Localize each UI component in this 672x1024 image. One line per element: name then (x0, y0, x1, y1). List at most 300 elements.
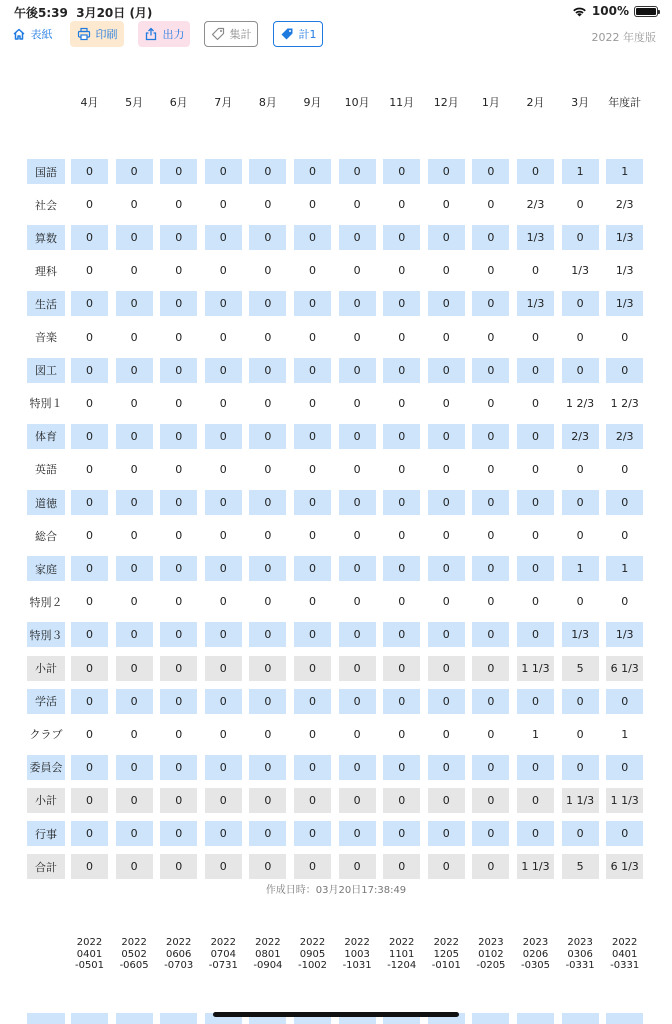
table-cell[interactable]: 0 (339, 854, 376, 879)
table-cell[interactable]: 0 (264, 595, 272, 609)
table-cell[interactable]: 0 (71, 291, 108, 316)
table-cell[interactable]: 0 (71, 225, 108, 250)
table-cell[interactable]: 0 (442, 264, 450, 278)
table-cell[interactable]: 0 (219, 264, 227, 278)
table-cell[interactable]: 0 (175, 462, 183, 476)
table-cell[interactable]: 0 (160, 689, 197, 714)
table-cell[interactable]: 0 (205, 689, 242, 714)
table-cell[interactable]: 0 (339, 159, 376, 184)
table-cell[interactable]: 0 (160, 788, 197, 813)
row-label: 委員会 (27, 755, 65, 780)
table-cell[interactable]: 0 (309, 330, 316, 344)
table-cell[interactable]: 0 (264, 264, 272, 278)
table-cell[interactable]: 0 (562, 821, 599, 846)
table-cell[interactable]: 0 (472, 291, 509, 316)
table-cell[interactable]: 0 (398, 330, 406, 344)
table-cell[interactable]: 0 (86, 198, 93, 212)
table-cell[interactable]: 0 (175, 595, 183, 609)
table-cell[interactable]: 0 (621, 595, 629, 609)
table-cell[interactable]: 0 (472, 556, 509, 581)
table-cell[interactable]: 0 (130, 198, 138, 212)
table-cell[interactable]: 0 (175, 264, 183, 278)
table-cell[interactable]: 0 (219, 727, 227, 741)
table-cell[interactable]: 0 (428, 490, 465, 515)
table-cell[interactable]: 0 (576, 330, 584, 344)
table-cell[interactable]: 0 (487, 330, 495, 344)
table-cell[interactable]: 0 (339, 821, 376, 846)
table-cell[interactable]: 0 (249, 556, 286, 581)
table-cell[interactable]: 0 (487, 727, 495, 741)
table-cell[interactable]: 0 (86, 462, 93, 476)
table-cell[interactable]: 0 (606, 490, 643, 515)
table-cell[interactable]: 0 (264, 727, 272, 741)
table-cell[interactable]: 0 (175, 198, 183, 212)
table-cell[interactable]: 0 (294, 821, 331, 846)
table-cell[interactable]: 0 (130, 529, 138, 543)
table-cell[interactable]: 0 (428, 159, 465, 184)
table-cell[interactable]: 0 (532, 529, 539, 543)
table-cell[interactable]: 0 (160, 358, 197, 383)
table-cell[interactable]: 0 (339, 656, 376, 681)
table-cell[interactable]: 0 (205, 490, 242, 515)
table-cell[interactable]: 0 (532, 595, 539, 609)
table-cell[interactable]: 1 (562, 556, 599, 581)
table-cell[interactable]: 5 (562, 854, 599, 879)
table-cell[interactable]: 0 (264, 529, 272, 543)
table-cell[interactable]: 0 (353, 396, 361, 410)
table-cell[interactable]: 0 (472, 755, 509, 780)
table-cell[interactable]: 0 (517, 490, 554, 515)
table-cell[interactable]: 0 (116, 424, 153, 449)
table-cell[interactable]: 0 (472, 689, 509, 714)
table-cell[interactable]: 1 (621, 727, 629, 741)
table-cell[interactable]: 0 (160, 854, 197, 879)
table-cell[interactable]: 0 (205, 854, 242, 879)
table-cell[interactable]: 0 (205, 622, 242, 647)
table-cell[interactable]: 0 (160, 225, 197, 250)
table-cell[interactable]: 0 (264, 462, 272, 476)
table-cell[interactable]: 0 (383, 755, 420, 780)
table-cell[interactable]: 0 (294, 358, 331, 383)
table-cell[interactable]: 0 (398, 727, 406, 741)
table-cell[interactable]: 0 (309, 595, 316, 609)
table-cell[interactable]: 0 (532, 462, 539, 476)
table-cell[interactable]: 0 (472, 821, 509, 846)
table-cell[interactable]: 0 (383, 622, 420, 647)
table-cell[interactable]: 0 (249, 225, 286, 250)
table-cell[interactable]: 0 (160, 755, 197, 780)
table-cell[interactable]: 0 (517, 755, 554, 780)
table-cell[interactable]: 0 (86, 330, 93, 344)
row-label: 国語 (27, 159, 65, 184)
table-cell[interactable]: 0 (264, 396, 272, 410)
table-cell[interactable]: 0 (517, 622, 554, 647)
table-cell[interactable]: 0 (116, 854, 153, 879)
table-cell[interactable]: 0 (71, 788, 108, 813)
table-cell[interactable]: 0 (160, 159, 197, 184)
table-cell[interactable]: 0 (606, 755, 643, 780)
table-cell[interactable]: 0 (175, 330, 183, 344)
table-cell[interactable]: 0 (339, 490, 376, 515)
table-cell[interactable]: 0 (487, 396, 495, 410)
table-cell[interactable]: 0 (264, 198, 272, 212)
table-cell[interactable]: 0 (205, 788, 242, 813)
table-cell[interactable]: 0 (309, 529, 316, 543)
table-cell[interactable]: 0 (398, 198, 406, 212)
table-cell[interactable]: 1 (562, 159, 599, 184)
table-cell[interactable]: 0 (353, 330, 361, 344)
home-indicator (213, 1012, 459, 1017)
table-cell[interactable]: 0 (160, 556, 197, 581)
table-cell[interactable]: 0 (116, 225, 153, 250)
table-cell[interactable]: 0 (487, 595, 495, 609)
table-cell[interactable]: 0 (86, 727, 93, 741)
table-cell[interactable]: 0 (160, 622, 197, 647)
table-cell[interactable]: 0 (116, 689, 153, 714)
table-cell[interactable]: 0 (160, 291, 197, 316)
table-cell[interactable]: 0 (294, 788, 331, 813)
table-cell[interactable]: 0 (339, 556, 376, 581)
table-cell[interactable]: 2/3 (606, 424, 643, 449)
table-cell[interactable]: 0 (472, 225, 509, 250)
table-cell[interactable]: 0 (130, 727, 138, 741)
table-cell[interactable]: 0 (353, 264, 361, 278)
table-cell[interactable]: 0 (205, 656, 242, 681)
table-cell[interactable]: 0 (71, 755, 108, 780)
table-cell[interactable]: 0 (606, 689, 643, 714)
table-cell[interactable]: 0 (562, 689, 599, 714)
table-cell[interactable]: 0 (576, 529, 584, 543)
table-cell[interactable]: 1/3 (517, 291, 554, 316)
table-cell[interactable]: 1/3 (606, 225, 643, 250)
table-cell[interactable]: 1/3 (606, 622, 643, 647)
table-cell[interactable]: 0 (205, 755, 242, 780)
table-cell[interactable]: 0 (353, 727, 361, 741)
table-cell[interactable]: 0 (353, 529, 361, 543)
table-cell[interactable]: 1 1/3 (562, 788, 599, 813)
table-cell[interactable]: 1 (532, 727, 539, 741)
table-cell[interactable]: 0 (339, 755, 376, 780)
table-cell[interactable]: 0 (130, 396, 138, 410)
table-cell[interactable]: 0 (383, 291, 420, 316)
table-cell[interactable]: 0 (71, 556, 108, 581)
table-cell[interactable]: 0 (428, 755, 465, 780)
table-cell[interactable]: 0 (116, 788, 153, 813)
table-cell[interactable]: 0 (383, 656, 420, 681)
table-cell[interactable]: 0 (562, 291, 599, 316)
table-cell[interactable]: 0 (383, 424, 420, 449)
table-cell[interactable]: 0 (428, 358, 465, 383)
table-cell[interactable]: 0 (249, 656, 286, 681)
table-cell[interactable]: 0 (175, 727, 183, 741)
table-cell[interactable]: 0 (175, 529, 183, 543)
table-cell[interactable]: 0 (249, 358, 286, 383)
table-cell[interactable]: 0 (383, 556, 420, 581)
table-cell[interactable]: 0 (428, 854, 465, 879)
table-cell[interactable]: 0 (130, 595, 138, 609)
table-cell[interactable]: 0 (71, 622, 108, 647)
table-cell[interactable]: 0 (472, 424, 509, 449)
table-cell[interactable]: 0 (442, 198, 450, 212)
table-cell[interactable]: 0 (532, 264, 539, 278)
table-cell[interactable]: 0 (219, 595, 227, 609)
peek-cell (606, 1013, 643, 1024)
print-button[interactable] (70, 21, 124, 47)
table-cell[interactable]: 0 (487, 462, 495, 476)
table-cell[interactable]: 0 (205, 424, 242, 449)
home-button[interactable] (8, 21, 56, 47)
table-cell[interactable]: 0 (621, 462, 629, 476)
table-cell[interactable]: 0 (116, 358, 153, 383)
column-header: 6月 (169, 96, 188, 109)
share-icon (144, 27, 158, 41)
table-cell[interactable]: 0 (160, 424, 197, 449)
date-range-column: 2022 0502 -0605 (119, 937, 149, 971)
table-cell[interactable]: 0 (309, 462, 316, 476)
table-cell[interactable]: 0 (576, 595, 584, 609)
table-cell[interactable]: 0 (576, 727, 584, 741)
table-cell[interactable]: 0 (205, 358, 242, 383)
table-cell[interactable]: 0 (249, 821, 286, 846)
table-cell[interactable]: 0 (428, 556, 465, 581)
table-cell[interactable]: 0 (219, 462, 227, 476)
table-cell[interactable]: 0 (294, 424, 331, 449)
table-cell[interactable]: 0 (383, 159, 420, 184)
table-cell[interactable]: 0 (116, 291, 153, 316)
table-cell[interactable]: 0 (339, 358, 376, 383)
table-cell[interactable]: 0 (309, 396, 316, 410)
table-cell[interactable]: 0 (160, 490, 197, 515)
date-range-column: 2023 0102 -0205 (476, 937, 506, 971)
table-cell[interactable]: 0 (383, 358, 420, 383)
table-cell[interactable]: 0 (339, 291, 376, 316)
table-cell[interactable]: 0 (71, 159, 108, 184)
table-cell[interactable]: 0 (353, 198, 361, 212)
table-cell[interactable]: 0 (428, 788, 465, 813)
table-cell[interactable]: 0 (294, 490, 331, 515)
table-cell[interactable]: 0 (294, 854, 331, 879)
status-time: 午後5:39 (14, 6, 68, 20)
table-cell[interactable]: 0 (86, 264, 93, 278)
table-cell[interactable]: 0 (576, 198, 584, 212)
table-cell[interactable]: 0 (116, 490, 153, 515)
table-cell[interactable]: 2/3 (615, 198, 634, 212)
table-cell[interactable]: 1 2/3 (610, 396, 639, 410)
table-cell[interactable]: 0 (398, 462, 406, 476)
table-cell[interactable]: 0 (294, 755, 331, 780)
table-cell[interactable]: 0 (562, 755, 599, 780)
table-cell[interactable]: 0 (442, 595, 450, 609)
table-cell[interactable]: 0 (621, 330, 629, 344)
table-cell[interactable]: 0 (249, 291, 286, 316)
table-cell[interactable]: 0 (294, 159, 331, 184)
table-cell[interactable]: 0 (339, 689, 376, 714)
table-cell[interactable]: 0 (294, 622, 331, 647)
table-cell[interactable]: 0 (309, 198, 316, 212)
table-cell[interactable]: 0 (339, 225, 376, 250)
table-cell[interactable]: 0 (383, 225, 420, 250)
summary-button[interactable] (204, 21, 258, 47)
table-cell[interactable]: 0 (339, 424, 376, 449)
table-cell[interactable]: 0 (116, 656, 153, 681)
table-cell[interactable]: 0 (472, 788, 509, 813)
table-cell[interactable]: 0 (249, 490, 286, 515)
table-cell[interactable]: 1 1/3 (517, 854, 554, 879)
table-cell[interactable]: 0 (249, 159, 286, 184)
table-cell[interactable]: 2/3 (562, 424, 599, 449)
table-cell[interactable]: 6 1/3 (606, 656, 643, 681)
table-cell[interactable]: 0 (487, 264, 495, 278)
table-cell[interactable]: 1/3 (562, 622, 599, 647)
table-cell[interactable]: 0 (130, 264, 138, 278)
table-cell[interactable]: 0 (264, 330, 272, 344)
table-cell[interactable]: 0 (398, 529, 406, 543)
table-cell[interactable]: 0 (249, 622, 286, 647)
table-cell[interactable]: 0 (428, 689, 465, 714)
table-cell[interactable]: 0 (472, 656, 509, 681)
table-cell[interactable]: 0 (71, 821, 108, 846)
table-cell[interactable]: 0 (383, 490, 420, 515)
table-cell[interactable]: 0 (606, 821, 643, 846)
table-cell[interactable]: 0 (442, 529, 450, 543)
table-cell[interactable]: 0 (472, 490, 509, 515)
table-cell[interactable]: 0 (249, 755, 286, 780)
table-cell[interactable]: 0 (86, 529, 93, 543)
table-cell[interactable]: 0 (205, 821, 242, 846)
table-cell[interactable]: 0 (442, 396, 450, 410)
table-cell[interactable]: 0 (309, 264, 316, 278)
table-cell[interactable]: 0 (428, 291, 465, 316)
table-cell[interactable]: 0 (472, 159, 509, 184)
table-cell[interactable]: 0 (249, 424, 286, 449)
table-cell[interactable]: 0 (249, 689, 286, 714)
table-cell[interactable]: 0 (71, 854, 108, 879)
table-cell[interactable]: 0 (532, 396, 539, 410)
table-cell[interactable]: 0 (116, 556, 153, 581)
table-cell[interactable]: 0 (576, 462, 584, 476)
table-cell[interactable]: 0 (219, 396, 227, 410)
table-cell[interactable]: 0 (428, 622, 465, 647)
table-cell[interactable]: 0 (71, 424, 108, 449)
table-cell[interactable]: 0 (339, 788, 376, 813)
table-cell[interactable]: 1/3 (606, 291, 643, 316)
table-cell[interactable]: 0 (86, 396, 93, 410)
table-cell[interactable]: 0 (517, 159, 554, 184)
table-cell[interactable]: 0 (383, 689, 420, 714)
table-cell[interactable]: 0 (487, 529, 495, 543)
table-cell[interactable]: 0 (472, 622, 509, 647)
export-button[interactable] (138, 21, 190, 47)
table-cell[interactable]: 0 (517, 358, 554, 383)
table-cell[interactable]: 0 (219, 198, 227, 212)
table-cell[interactable]: 0 (383, 854, 420, 879)
table-cell[interactable]: 0 (517, 821, 554, 846)
table-cell[interactable]: 0 (383, 821, 420, 846)
total-button[interactable] (273, 21, 323, 47)
table-cell[interactable]: 0 (160, 656, 197, 681)
table-cell[interactable]: 2/3 (526, 198, 545, 212)
table-cell[interactable]: 0 (175, 396, 183, 410)
table-cell[interactable]: 0 (398, 396, 406, 410)
table-cell[interactable]: 0 (71, 689, 108, 714)
table-cell[interactable]: 0 (86, 595, 93, 609)
table-cell[interactable]: 0 (116, 622, 153, 647)
table-cell[interactable]: 0 (205, 225, 242, 250)
table-cell[interactable]: 0 (249, 854, 286, 879)
table-cell[interactable]: 0 (532, 330, 539, 344)
table-cell[interactable]: 0 (339, 622, 376, 647)
table-cell[interactable]: 0 (309, 727, 316, 741)
table-cell[interactable]: 0 (219, 330, 227, 344)
table-cell[interactable]: 0 (442, 727, 450, 741)
table-cell[interactable]: 0 (487, 198, 495, 212)
table-cell[interactable]: 0 (442, 330, 450, 344)
table-cell[interactable]: 0 (249, 788, 286, 813)
table-cell[interactable]: 1 1/3 (517, 656, 554, 681)
table-cell[interactable]: 0 (116, 755, 153, 780)
table-cell[interactable]: 0 (472, 358, 509, 383)
table-cell[interactable]: 0 (116, 159, 153, 184)
table-cell[interactable]: 0 (562, 358, 599, 383)
table-cell[interactable]: 0 (428, 656, 465, 681)
table-cell[interactable]: 0 (562, 490, 599, 515)
table-cell[interactable]: 0 (294, 689, 331, 714)
table-cell[interactable]: 0 (621, 529, 629, 543)
table-cell[interactable]: 0 (294, 556, 331, 581)
table-cell[interactable]: 0 (71, 490, 108, 515)
table-cell[interactable]: 1 2/3 (565, 396, 595, 410)
table-cell[interactable]: 0 (160, 821, 197, 846)
table-cell[interactable]: 0 (71, 656, 108, 681)
table-cell[interactable]: 0 (130, 462, 138, 476)
table-cell[interactable]: 0 (116, 821, 153, 846)
table-cell[interactable]: 0 (205, 556, 242, 581)
table-cell[interactable]: 0 (383, 788, 420, 813)
table-cell[interactable]: 0 (428, 225, 465, 250)
table-cell[interactable]: 1 (606, 556, 643, 581)
table-cell[interactable]: 1/3 (615, 264, 634, 278)
table-cell[interactable]: 0 (428, 424, 465, 449)
table-cell[interactable]: 0 (353, 595, 361, 609)
table-cell[interactable]: 0 (428, 821, 465, 846)
table-cell[interactable]: 1 (606, 159, 643, 184)
table-cell[interactable]: 1/3 (517, 225, 554, 250)
table-cell[interactable]: 6 1/3 (606, 854, 643, 879)
table-cell[interactable]: 1/3 (571, 264, 589, 278)
table-cell[interactable]: 0 (606, 358, 643, 383)
table-cell[interactable]: 0 (517, 556, 554, 581)
table-cell[interactable]: 0 (219, 529, 227, 543)
table-cell[interactable]: 0 (130, 330, 138, 344)
table-cell[interactable]: 0 (71, 358, 108, 383)
table-cell[interactable]: 0 (205, 291, 242, 316)
table-cell[interactable]: 0 (205, 159, 242, 184)
table-cell[interactable]: 0 (472, 854, 509, 879)
table-cell[interactable]: 0 (442, 462, 450, 476)
table-cell[interactable]: 1 1/3 (606, 788, 643, 813)
table-cell[interactable]: 0 (517, 424, 554, 449)
table-cell[interactable]: 5 (562, 656, 599, 681)
table-cell[interactable]: 0 (294, 225, 331, 250)
table-cell[interactable]: 0 (562, 225, 599, 250)
table-cell[interactable]: 0 (398, 264, 406, 278)
table-cell[interactable]: 0 (294, 656, 331, 681)
table-cell[interactable]: 0 (353, 462, 361, 476)
table-cell[interactable]: 0 (294, 291, 331, 316)
table-cell[interactable]: 0 (398, 595, 406, 609)
table-cell[interactable]: 0 (517, 689, 554, 714)
table-cell[interactable]: 0 (517, 788, 554, 813)
